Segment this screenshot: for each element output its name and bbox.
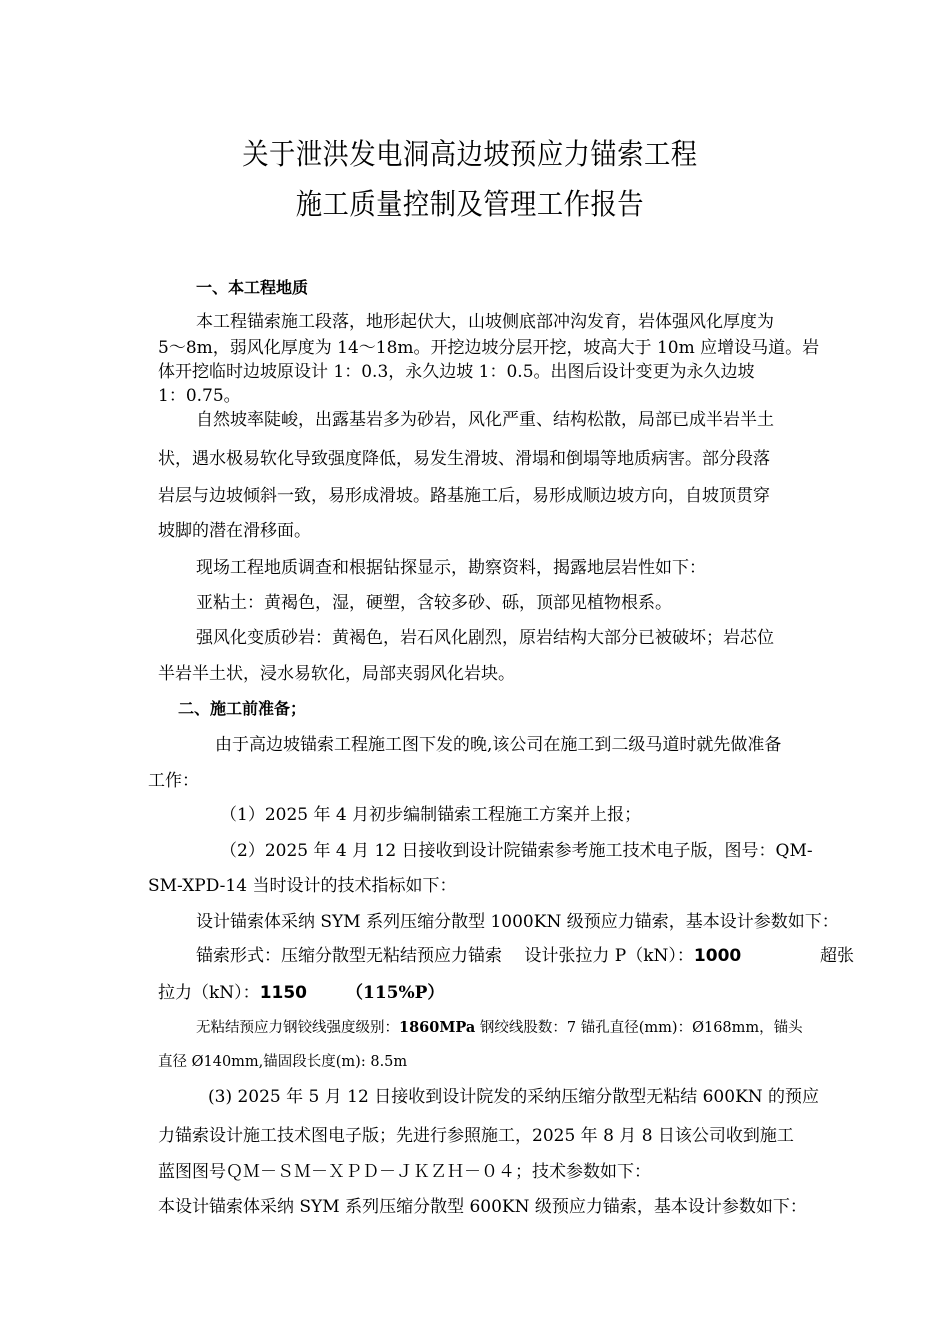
paragraph-line: 现场工程地质调查和根据钻探显示，勘察资料，揭露地层岩性如下： <box>196 558 706 578</box>
title-line-2: 施工质量控制及管理工作报告 <box>295 187 644 221</box>
over-tension-line <box>158 981 307 1005</box>
paragraph-line: 体开挖临时边坡原设计 1：0.3，永久边坡 1：0.5。出图后设计变更为永久边坡 <box>158 362 755 382</box>
paragraph-line: 状，遇水极易软化导致强度降低，易发生滑坡、滑塌和倒塌等地质病害。部分段落 <box>158 449 770 469</box>
list-item: SM-XPD-14 当时设计的技术指标如下： <box>148 876 457 896</box>
list-item: （2）2025 年 4 月 12 日接收到设计院锚索参考施工技术电子版，图号：QM- <box>220 841 813 861</box>
anchor-type-text: 锚索形式：压缩分散型无粘结预应力锚索 设计张拉力 P（kN）： <box>196 946 694 966</box>
list-item: 本设计锚索体采纳 SYM 系列压缩分散型 600KN 级预应力锚索，基本设计参数如下： <box>158 1197 807 1217</box>
strand-spec-text: 无粘结预应力钢铰线强度级别： <box>196 1020 399 1036</box>
anchor-type-line-tail: 超张 <box>820 946 854 966</box>
list-item: （1）2025 年 4 月初步编制锚索工程施工方案并上报； <box>220 805 642 825</box>
paragraph-line: 自然坡率陡峻，出露基岩多为砂岩，风化严重、结构松散，局部已成半岩半土 <box>196 410 774 430</box>
over-tension-value: 1150 <box>259 983 308 1003</box>
paragraph-line: 强风化变质砂岩：黄褐色，岩石风化剧烈，原岩结构大部分已被破坏；岩芯位 <box>196 628 774 648</box>
anchor-type-line <box>196 944 741 968</box>
strand-spec-tail: 钢绞线股数：7 锚孔直径(mm)：Ø168mm，锚头 <box>475 1020 803 1036</box>
section-heading-preparation: 二、施工前准备； <box>178 699 307 718</box>
paragraph-line: 5～8m，弱风化厚度为 14～18m。开挖边坡分层开挖，坡高大于 10m 应增设马道。岩 <box>158 338 820 358</box>
over-tension-label: 拉力（kN）： <box>158 983 260 1003</box>
paragraph-line: 工作： <box>148 771 199 791</box>
strand-spec-line <box>196 1016 803 1040</box>
list-item: (3) 2025 年 5 月 12 日接收到设计院发的采纳压缩分散型无粘结 600KN 的预应 <box>208 1087 820 1107</box>
paragraph-line: 半岩半土状，浸水易软化，局部夹弱风化岩块。 <box>158 664 515 684</box>
over-tension-percent: （115%P） <box>346 983 445 1003</box>
paragraph-line: 设计锚索体采纳 SYM 系列压缩分散型 1000KN 级预应力锚索，基本设计参数如下： <box>196 912 839 932</box>
design-tension-value: 1000 <box>693 946 742 966</box>
list-item: 蓝图图号ＱＭ－ＳＭ－ＸＰＤ－ＪＫＺＨ－０４；技术参数如下： <box>158 1162 651 1182</box>
paragraph-line: 1：0.75。 <box>158 386 241 406</box>
title-line-1: 关于泄洪发电洞高边坡预应力锚索工程 <box>242 137 698 171</box>
section-heading-geology: 一、本工程地质 <box>196 278 309 297</box>
list-item: 力锚索设计施工技术图电子版；先进行参照施工，2025 年 8 月 8 日该公司收到施工 <box>158 1126 794 1146</box>
paragraph-line: 由于高边坡锚索工程施工图下发的晚,该公司在施工到二级马道时就先做准备 <box>215 735 782 755</box>
paragraph-line: 亚粘土：黄褐色，湿，硬塑，含较多砂、砾，顶部见植物根系。 <box>196 593 672 613</box>
paragraph-line: 本工程锚索施工段落，地形起伏大，山坡侧底部冲沟发育，岩体强风化厚度为 <box>196 312 774 332</box>
paragraph-line: 岩层与边坡倾斜一致，易形成滑坡。路基施工后，易形成顺边坡方向，自坡顶贯穿 <box>158 486 770 506</box>
strand-strength-value: 1860MPa <box>399 1019 476 1036</box>
paragraph-line: 坡脚的潜在滑移面。 <box>158 521 311 541</box>
anchor-head-line: 直径 Ø140mm,锚固段长度(m): 8.5m <box>158 1054 408 1070</box>
